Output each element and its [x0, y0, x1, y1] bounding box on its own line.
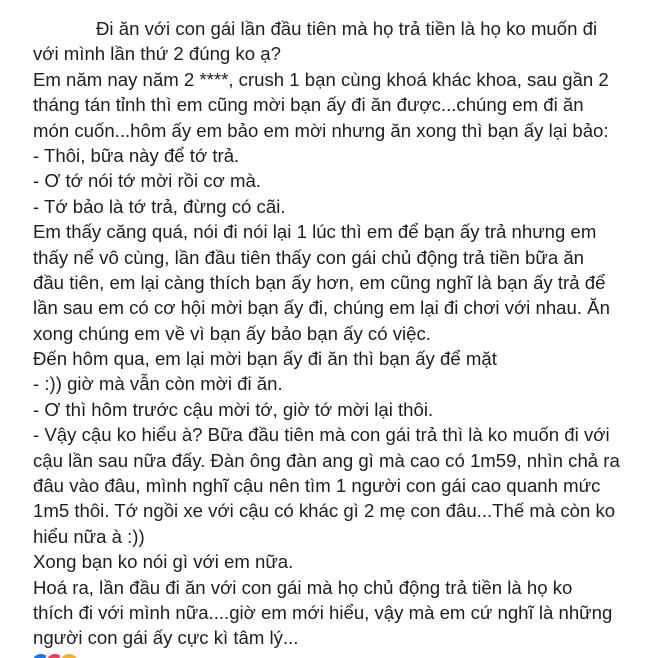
post-line: Em thấy căng quá, nói đi nói lại 1 lúc thì em để bạn ấy trả nhưng em [33, 221, 597, 243]
post-line: đâu vào đâu, mình nghĩ cậu nên tìm 1 người con gái cao quanh mức [33, 475, 601, 497]
post-line: thấy nể vô cùng, lần đầu tiên thấy con gái chủ động trả tiền bữa ăn [33, 246, 585, 268]
post-line: - Ơ tớ nói tớ mời rồi cơ mà. [33, 170, 261, 192]
post-line: - Vậy cậu ko hiểu à? Bữa đầu tiên mà con gái trả thì là ko muốn đi với [33, 424, 610, 446]
post-line: - Tớ bảo là tớ trả, đừng có cãi. [33, 195, 286, 217]
post-body [33, 16, 657, 651]
post-line: - :)) giờ mà vẫn còn mời đi ăn. [33, 373, 283, 395]
post-line: thích đi với mình nữa....giờ em mới hiểu, vậy mà em cứ nghĩ là những [33, 601, 613, 623]
post-line: với mình lần thứ 2 đúng ko ạ? [33, 43, 281, 65]
post-line: lần sau em có cơ hội mời bạn ấy đi, chúng em lại đi chơi với nhau. Ăn [33, 297, 610, 319]
post-line: Đến hôm qua, em lại mời bạn ấy đi ăn thì bạn ấy để mặt [33, 348, 497, 370]
post-line: Xong bạn ko nói gì với em nữa. [33, 551, 294, 573]
post-line: xong chúng em về vì bạn ấy bảo bạn ấy có việc. [33, 322, 431, 344]
post-line: đầu tiên, em lại càng thích bạn ấy hơn, em cũng nghĩ là bạn ấy trả để [33, 271, 606, 293]
post-line: Hoá ra, lần đầu đi ăn với con gái mà họ chủ động trả tiền là họ ko [33, 576, 573, 598]
post-line: hiểu nữa à :)) [33, 525, 145, 547]
post-line: món cuốn...hôm ấy em bảo em mời nhưng ăn xong thì bạn ấy lại bảo: [33, 119, 609, 141]
post-line: - Ơ thì hôm trước cậu mời tớ, giờ tớ mời lại thôi. [33, 398, 434, 420]
post-line: người con gái ấy cực kì tâm lý... [33, 627, 299, 649]
haha-icon [58, 652, 80, 658]
post-line: cậu lần sau nữa đấy. Đàn ông đàn ang gì mà cao có 1m59, nhìn chả ra [33, 449, 620, 471]
post-line: - Thôi, bữa này để tớ trả. [33, 144, 240, 166]
post-line: Đi ăn với con gái lần đầu tiên mà họ trả tiền là họ ko muốn đi [96, 18, 598, 39]
post-line: Em năm nay năm 2 ****, crush 1 bạn cùng khoá khác khoa, sau gần 2 [33, 68, 609, 90]
post-line: tháng tán tỉnh thì em cũng mời bạn ấy đi ăn được...chúng em đi ăn [33, 94, 584, 116]
reactions-bar[interactable] [30, 648, 120, 658]
post-line: 1m5 thôi. Tớ ngồi xe với cậu có khác gì 2 mẹ con đâu...Thế mà còn ko [33, 500, 616, 522]
